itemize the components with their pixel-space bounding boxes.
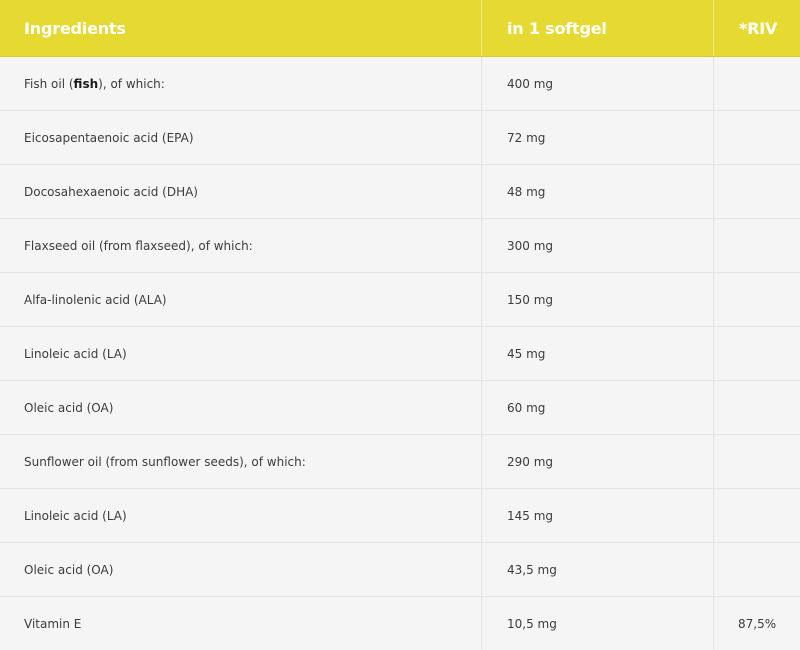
amount-cell: 145 mg (481, 489, 713, 542)
header-riv: *RIV (713, 0, 800, 56)
amount-cell: 45 mg (481, 327, 713, 380)
ingredient-cell: Linoleic acid (LA) (24, 508, 127, 523)
amount-cell: 400 mg (481, 57, 713, 110)
table-row (0, 597, 800, 650)
riv-cell (713, 543, 800, 596)
header-amount: in 1 softgel (481, 0, 713, 56)
table-header (0, 0, 800, 57)
ingredient-cell: Oleic acid (OA) (24, 562, 114, 577)
amount-cell: 150 mg (481, 273, 713, 326)
table-row (0, 381, 800, 435)
table-row (0, 111, 800, 165)
ingredient-cell: Linoleic acid (LA) (24, 346, 127, 361)
amount-cell: 300 mg (481, 219, 713, 272)
table-row (0, 219, 800, 273)
ingredient-cell: Oleic acid (OA) (24, 400, 114, 415)
table-row (0, 435, 800, 489)
riv-cell (713, 219, 800, 272)
amount-cell: 48 mg (481, 165, 713, 218)
table-row (0, 273, 800, 327)
ingredient-cell: Alfa-linolenic acid (ALA) (24, 292, 167, 307)
table-row (0, 543, 800, 597)
riv-cell (713, 435, 800, 488)
riv-cell (713, 489, 800, 542)
amount-cell: 43,5 mg (481, 543, 713, 596)
ingredient-cell: Vitamin E (24, 616, 82, 631)
header-ingredients: Ingredients (24, 18, 126, 38)
ingredient-cell: Eicosapentaenoic acid (EPA) (24, 130, 194, 145)
riv-cell: 87,5% (713, 597, 800, 650)
amount-cell: 290 mg (481, 435, 713, 488)
ingredient-cell: Flaxseed oil (from flaxseed), of which: (24, 238, 253, 253)
ingredient-cell: Docosahexaenoic acid (DHA) (24, 184, 198, 199)
table-row (0, 165, 800, 219)
riv-cell (713, 273, 800, 326)
table-row (0, 57, 800, 111)
amount-cell: 10,5 mg (481, 597, 713, 650)
amount-cell: 60 mg (481, 381, 713, 434)
riv-cell (713, 57, 800, 110)
ingredient-cell: Sunflower oil (from sunflower seeds), of which: (24, 454, 306, 469)
allergen-text: fish (73, 76, 99, 91)
ingredient-text-suffix: ), of which: (98, 76, 165, 91)
riv-cell (713, 327, 800, 380)
amount-cell: 72 mg (481, 111, 713, 164)
table-row (0, 489, 800, 543)
riv-cell (713, 165, 800, 218)
riv-cell (713, 111, 800, 164)
riv-cell (713, 381, 800, 434)
ingredient-cell (0, 57, 481, 110)
ingredient-text: Fish oil ( (24, 76, 74, 91)
table-row (0, 327, 800, 381)
table-body (0, 57, 800, 650)
